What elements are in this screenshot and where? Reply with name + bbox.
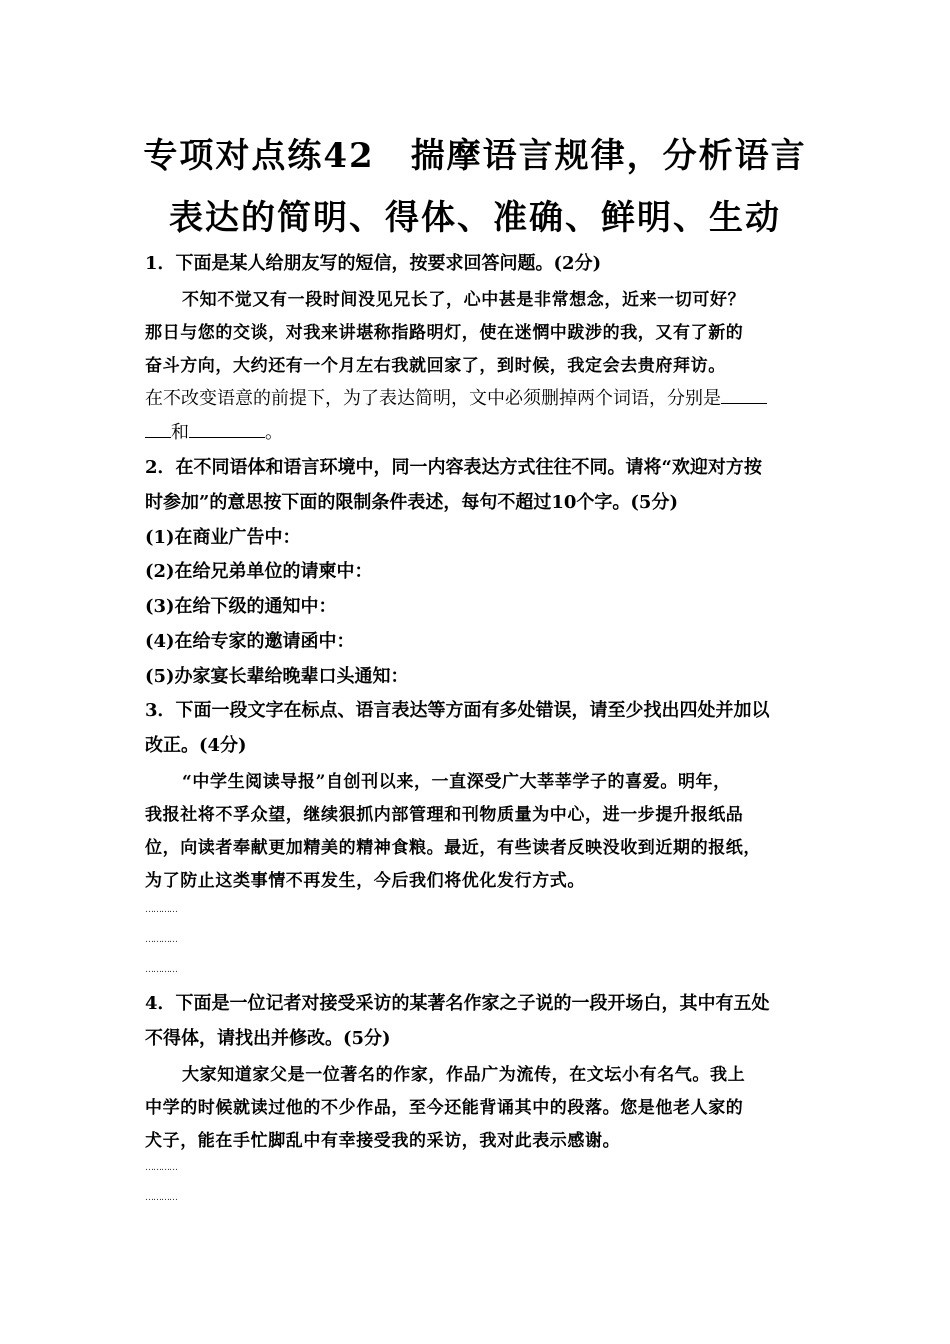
q2-item-3 — [145, 592, 337, 618]
q4-passage-line: 犬子，能在手忙脚乱中有幸接受我的采访，我对此表示感谢。 — [145, 1131, 621, 1151]
answer-line[interactable]: ………… — [145, 1193, 177, 1203]
q1-passage-line: 那日与您的交谈，对我来讲堪称指路明灯，使在迷惘中跋涉的我，又有了新的 — [145, 323, 744, 343]
q2-item-2 — [145, 557, 373, 583]
document-title-line-2: 表达的简明、得体、准确、鲜明、生动 — [169, 198, 781, 238]
q3-passage-line: 位，向读者奉献更加精美的精神食粮。最近，有些读者反映没收到近期的报纸， — [145, 838, 761, 858]
q1-task-end: 。 — [265, 422, 283, 443]
question-4-prompt-cont: 不得体，请找出并修改。(5分) — [145, 1028, 391, 1049]
q2-item-1-label: (1)在商业广告中： — [145, 527, 301, 548]
q1-passage-line: 不知不觉又有一段时间没见兄长了，心中甚是非常想念，近来一切可好？ — [182, 290, 746, 310]
q2-item-4 — [145, 627, 355, 653]
q4-passage-line: 大家知道家父是一位著名的作家，作品广为流传，在文坛小有名气。我上 — [182, 1065, 746, 1085]
question-2-prompt-cont: 时参加”的意思按下面的限制条件表述，每句不超过10个字。(5分) — [145, 492, 678, 513]
answer-line[interactable]: ………… — [145, 905, 177, 915]
q3-passage-line: “中学生阅读导报”自创刊以来，一直深受广大莘莘学子的喜爱。明年， — [182, 772, 731, 792]
question-2-prompt: 2．在不同语体和语言环境中，同一内容表达方式往往不同。请将“欢迎对方按 — [145, 457, 762, 478]
question-4-prompt: 4．下面是一位记者对接受采访的某著名作家之子说的一段开场白，其中有五处 — [145, 993, 770, 1014]
q2-item-5-label: (5)办家宴长辈给晚辈口头通知： — [145, 666, 409, 687]
q3-passage-line: 为了防止这类事情不再发生，今后我们将优化发行方式。 — [145, 871, 585, 891]
q1-task-line — [145, 384, 767, 410]
answer-line[interactable]: ………… — [145, 1163, 177, 1173]
answer-blank-2[interactable] — [189, 423, 265, 438]
q2-item-5 — [145, 662, 409, 688]
q4-passage-line: 中学的时候就读过他的不少作品，至今还能背诵其中的段落。您是他老人家的 — [145, 1098, 744, 1118]
answer-blank-1b[interactable] — [145, 423, 171, 438]
q1-passage-line: 奋斗方向，大约还有一个月左右我就回家了，到时候，我定会去贵府拜访。 — [145, 356, 726, 376]
q1-task-line-2 — [145, 418, 283, 444]
q1-task-and: 和 — [171, 422, 189, 443]
q2-item-3-label: (3)在给下级的通知中： — [145, 596, 337, 617]
q2-item-2-label: (2)在给兄弟单位的请柬中： — [145, 561, 373, 582]
q2-item-1 — [145, 523, 301, 549]
answer-line[interactable]: ………… — [145, 965, 177, 975]
answer-line[interactable]: ………… — [145, 935, 177, 945]
document-title-line-1: 专项对点练42 揣摩语言规律，分析语言 — [143, 136, 807, 176]
q3-passage-line: 我报社将不孚众望，继续狠抓内部管理和刊物质量为中心，进一步提升报纸品 — [145, 805, 744, 825]
question-3-prompt-cont: 改正。(4分) — [145, 735, 247, 756]
question-1-prompt: 1．下面是某人给朋友写的短信，按要求回答问题。(2分) — [145, 253, 602, 274]
q2-item-4-label: (4)在给专家的邀请函中： — [145, 631, 355, 652]
question-3-prompt: 3．下面一段文字在标点、语言表达等方面有多处错误，请至少找出四处并加以 — [145, 700, 770, 721]
answer-blank-1a[interactable] — [721, 389, 767, 404]
q1-task-text: 在不改变语意的前提下，为了表达简明，文中必须删掉两个词语，分别是 — [145, 388, 721, 409]
